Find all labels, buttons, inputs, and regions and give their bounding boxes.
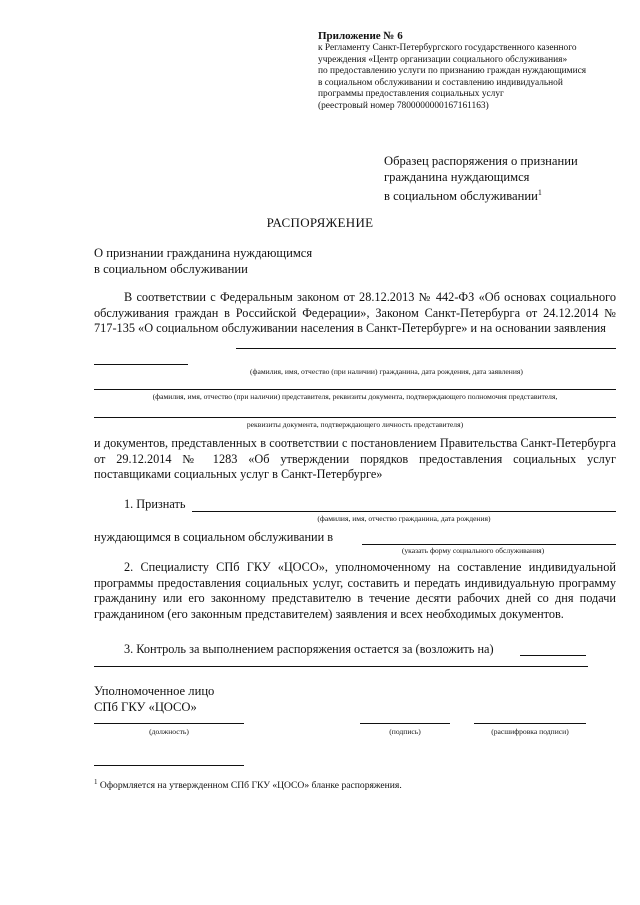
subject-line: О признании гражданина нуждающимся <box>94 246 313 260</box>
appendix-line: (реестровый номер 7800000000167161163) <box>318 100 489 111</box>
representative-fill-line[interactable] <box>94 389 616 390</box>
control-fill-line[interactable] <box>520 655 586 656</box>
subject-line: в социальном обслуживании <box>94 261 248 276</box>
documents-paragraph: и документов, представленных в соответствии с постановлением Правительства Санкт-Петербурга от 29.12.2014 № 1283 «Об утверждении порядков предоставления социальных услуг поставщиками социальных услуг в Санкт-Петербурге» <box>94 436 616 482</box>
item2-paragraph: 2. Специалисту СПб ГКУ «ЦОСО», уполномоченному на составление индивидуальной программы предоставления социальных услуг, составить и передать индивидуальную программу гражданину или его законному представителю в течение десяти рабочих дней со дня подачи гражданином (его законным представителем) заявления и всех необходимых документов. <box>94 560 616 621</box>
form-caption: (указать форму социального обслуживания) <box>401 546 545 555</box>
signature-caption: (подпись) <box>389 727 421 736</box>
footnote-text: Оформляется на утвержденном СПб ГКУ «ЦОСО» бланке распоряжения. <box>99 780 402 792</box>
short-fill-line[interactable] <box>94 364 188 365</box>
representative-caption: (фамилия, имя, отчество (при наличии) представителя, реквизиты документа, подтверждающего полномочия представителя, <box>152 392 558 401</box>
decode-caption: (расшифровка подписи) <box>491 727 569 736</box>
signer-line: СПб ГКУ «ЦОСО» <box>94 699 197 714</box>
signer-line: Уполномоченное лицо <box>94 684 215 698</box>
signer-block <box>94 684 214 715</box>
item3-label: 3. Контроль за выполнением распоряжения остается за (возложить на) <box>124 642 494 656</box>
subject <box>94 246 312 277</box>
document-title: РАСПОРЯЖЕНИЕ <box>266 215 374 230</box>
decode-line[interactable] <box>474 723 586 724</box>
appendix-line: учреждения «Центр организации социального обслуживания» <box>318 54 568 65</box>
sample-line: в социальном обслуживании$^1$ <box>384 188 542 204</box>
needs-label: нуждающимся в социальном обслуживании в <box>94 530 334 544</box>
identity-fill-line[interactable] <box>94 417 616 418</box>
application-fill-line[interactable] <box>236 348 616 349</box>
footnote-mark: 1 <box>94 778 98 786</box>
appendix-header <box>318 30 618 112</box>
appendix-line: к Регламенту Санкт-Петербургского государственного казенного <box>318 43 577 53</box>
appendix-line: в социальном обслуживании и составлению индивидуальной <box>318 77 563 88</box>
citizen-caption: (фамилия, имя, отчество гражданина, дата рождения) <box>317 514 491 523</box>
form-fill-line[interactable] <box>362 544 616 545</box>
applicant-caption: (фамилия, имя, отчество (при наличии) гражданина, дата рождения, дата заявления) <box>250 367 523 376</box>
item1-label: 1. Признать <box>124 497 186 511</box>
appendix-line: по предоставлению услуги по признанию граждан нуждающимися <box>318 66 587 76</box>
position-line[interactable] <box>94 723 244 724</box>
basis-paragraph: В соответствии с Федеральным законом от 28.12.2013 № 442-ФЗ «Об основах социального обслуживания граждан в Российской Федерации», Законом Санкт-Петербурга от 24.12.2014 № 717-135 «О социальном обслуживании населения в Санкт-Петербурге» и на основании заявления <box>94 290 616 336</box>
footnote-ref: 1 <box>537 188 542 197</box>
sample-line: гражданина нуждающимся <box>384 169 530 184</box>
sample-line: Образец распоряжения о признании <box>384 154 578 168</box>
signature-line[interactable] <box>360 723 450 724</box>
appendix-title: Приложение № 6 <box>318 30 403 42</box>
identity-caption: реквизиты документа, подтверждающего личность представителя) <box>246 420 464 429</box>
control-fill-line-2[interactable] <box>94 666 588 667</box>
footnote <box>94 778 402 791</box>
citizen-fill-line[interactable] <box>192 511 616 512</box>
footnote-separator <box>94 765 244 766</box>
sample-note <box>384 154 620 205</box>
position-caption: (должность) <box>149 727 189 736</box>
appendix-line: программы предоставления социальных услуг <box>318 89 504 99</box>
